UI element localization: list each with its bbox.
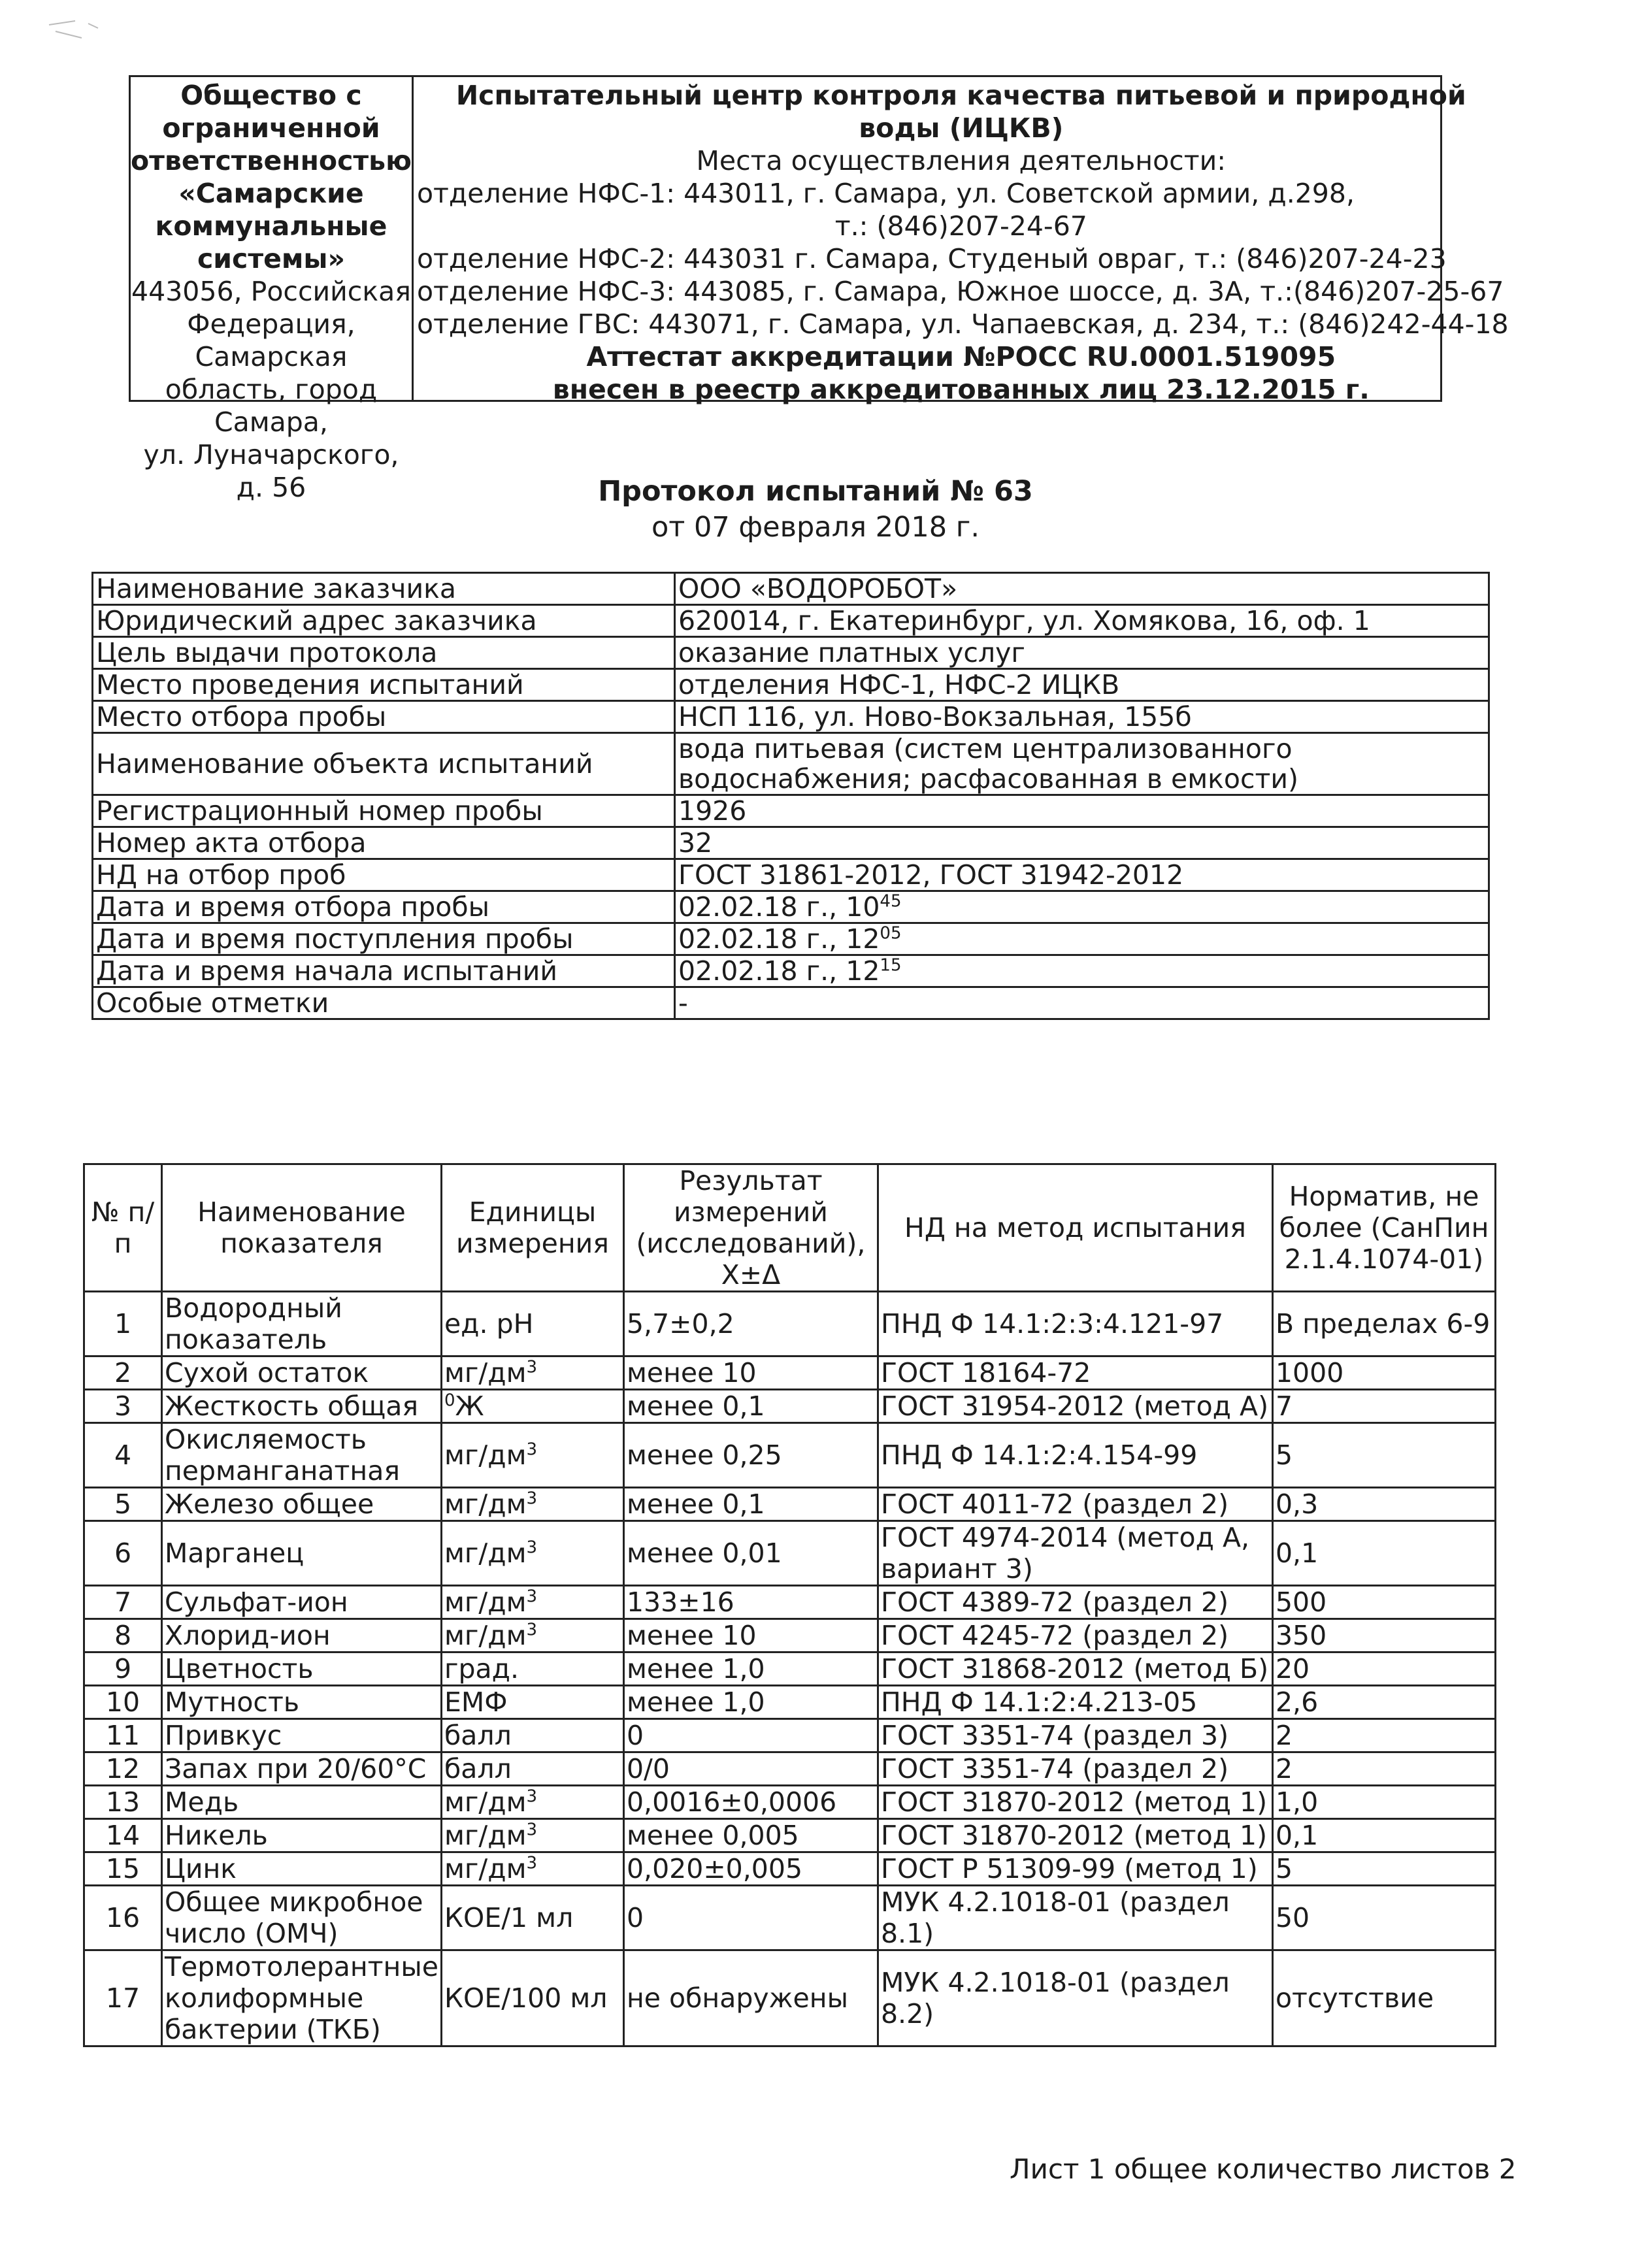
unit-superscript: 3	[526, 1537, 538, 1558]
result-row	[84, 1719, 1496, 1752]
info-key: Дата и время поступления пробы	[93, 923, 675, 955]
test-method: ГОСТ 4974-2014 (метод А, вариант 3)	[878, 1521, 1272, 1586]
result-row	[84, 1786, 1496, 1819]
indicator-name: Никель	[162, 1819, 442, 1852]
measurement-result: не обнаружены	[623, 1950, 878, 2046]
results-table	[83, 1163, 1496, 2047]
row-number: 1	[84, 1292, 162, 1356]
test-method: ГОСТ 4245-72 (раздел 2)	[878, 1619, 1272, 1652]
info-value: 32	[675, 827, 1489, 859]
org-address-line: ул. Луначарского, д. 56	[143, 439, 399, 503]
info-value: -	[675, 987, 1489, 1019]
test-method: ГОСТ 31870-2012 (метод 1)	[878, 1786, 1272, 1819]
organization-name-cell	[131, 77, 414, 503]
result-row	[84, 1619, 1496, 1652]
measurement-result: менее 10	[623, 1356, 878, 1390]
test-method: ГОСТ 31868-2012 (метод Б)	[878, 1652, 1272, 1686]
org-address-line: область, город Самара,	[165, 374, 378, 438]
measurement-result: менее 0,1	[623, 1488, 878, 1521]
info-value: оказание платных услуг	[675, 637, 1489, 669]
info-key: Юридический адрес заказчика	[93, 605, 675, 637]
info-key: Регистрационный номер пробы	[93, 795, 675, 827]
norm-value: 0,1	[1272, 1521, 1495, 1586]
measurement-result: менее 0,25	[623, 1423, 878, 1488]
row-number: 3	[84, 1390, 162, 1423]
info-key: Место отбора пробы	[93, 701, 675, 733]
info-key: Номер акта отбора	[93, 827, 675, 859]
row-number: 12	[84, 1752, 162, 1786]
row-number: 11	[84, 1719, 162, 1752]
accreditation-line: внесен в реестр аккредитованных лиц 23.12.2015 г.	[552, 374, 1370, 405]
norm-value: 20	[1272, 1652, 1495, 1686]
indicator-name: Мутность	[162, 1686, 442, 1719]
norm-value: 1,0	[1272, 1786, 1495, 1819]
row-number: 4	[84, 1423, 162, 1488]
result-row	[84, 1950, 1496, 2046]
unit: $мг/дм^3$	[441, 1786, 623, 1819]
unit: $мг/дм^3$	[441, 1619, 623, 1652]
testing-center-cell	[414, 77, 1509, 405]
row-number: 2	[84, 1356, 162, 1390]
indicator-name: Сульфат-ион	[162, 1586, 442, 1619]
norm-value: 1000	[1272, 1356, 1495, 1390]
result-row	[84, 1488, 1496, 1521]
indicator-name: Термотолерантные колиформные бактерии (ТКБ)	[162, 1950, 442, 2046]
unit: КОЕ/100 мл	[441, 1950, 623, 2046]
info-row	[93, 669, 1489, 701]
unit: $мг/дм^3$	[441, 1356, 623, 1390]
indicator-name: Марганец	[162, 1521, 442, 1586]
test-method: ГОСТ 31870-2012 (метод 1)	[878, 1819, 1272, 1852]
result-row	[84, 1819, 1496, 1852]
unit: $мг/дм^3$	[441, 1819, 623, 1852]
info-value: НСП 116, ул. Ново-Вокзальная, 155б	[675, 701, 1489, 733]
org-name-line: ограниченной	[162, 112, 380, 144]
indicator-name: Привкус	[162, 1719, 442, 1752]
protocol-title-block	[0, 474, 1631, 546]
col-header-norm: Норматив, не более (СанПин 2.1.4.1074-01)	[1272, 1164, 1495, 1292]
indicator-name: Сухой остаток	[162, 1356, 442, 1390]
result-row	[84, 1886, 1496, 1950]
unit: $мг/дм^3$	[441, 1852, 623, 1886]
result-row	[84, 1752, 1496, 1786]
col-header-unit: Единицы измерения	[441, 1164, 623, 1292]
org-name-line: коммунальные	[155, 210, 387, 242]
info-value: вода питьевая (систем централизованного водоснабжения; расфасованная в емкости)	[675, 733, 1489, 795]
norm-value: отсутствие	[1272, 1950, 1495, 2046]
info-row	[93, 605, 1489, 637]
indicator-name: Запах при 20/60°С	[162, 1752, 442, 1786]
indicator-name: Жесткость общая	[162, 1390, 442, 1423]
department-line: отделение НФС-3: 443085, г. Самара, Южное шоссе, д. 3А, т.:(846)207-25-67	[416, 276, 1504, 307]
indicator-name: Общее микробное число (ОМЧ)	[162, 1886, 442, 1950]
unit: ЕМФ	[441, 1686, 623, 1719]
unit: балл	[441, 1719, 623, 1752]
norm-value: В пределах 6-9	[1272, 1292, 1495, 1356]
test-method: ПНД Ф 14.1:2:4.154-99	[878, 1423, 1272, 1488]
places-label: Места осуществления деятельности:	[696, 145, 1227, 176]
norm-value: 0,1	[1272, 1819, 1495, 1852]
result-row	[84, 1423, 1496, 1488]
norm-value: 0,3	[1272, 1488, 1495, 1521]
unit-superscript: 3	[526, 1620, 538, 1640]
measurement-result: 0,020±0,005	[623, 1852, 878, 1886]
sample-info-table	[91, 572, 1490, 1020]
test-method: ГОСТ 31954-2012 (метод А)	[878, 1390, 1272, 1423]
unit-superscript: 3	[526, 1439, 538, 1460]
results-header-row	[84, 1164, 1496, 1292]
info-value: ООО «ВОДОРОБОТ»	[675, 573, 1489, 605]
info-row	[93, 923, 1489, 955]
result-row	[84, 1852, 1496, 1886]
col-header-number: № п/п	[84, 1164, 162, 1292]
measurement-result: 5,7±0,2	[623, 1292, 878, 1356]
time-minutes-superscript: 45	[880, 891, 902, 912]
test-method: ПНД Ф 14.1:2:4.213-05	[878, 1686, 1272, 1719]
measurement-result: 0,0016±0,0006	[623, 1786, 878, 1819]
indicator-name: Цинк	[162, 1852, 442, 1886]
test-method: ГОСТ 3351-74 (раздел 3)	[878, 1719, 1272, 1752]
info-key: Место проведения испытаний	[93, 669, 675, 701]
row-number: 13	[84, 1786, 162, 1819]
center-title-line: воды (ИЦКВ)	[859, 112, 1064, 144]
info-row	[93, 701, 1489, 733]
info-value: 02.02.18 г., $10^{45}$	[675, 891, 1489, 923]
protocol-title: Протокол испытаний № 63	[598, 475, 1033, 508]
result-row	[84, 1521, 1496, 1586]
measurement-result: менее 1,0	[623, 1652, 878, 1686]
department-line: отделение НФС-1: 443011, г. Самара, ул. Советской армии, д.298,	[416, 178, 1355, 209]
unit-superscript: 3	[526, 1820, 538, 1840]
time-minutes-superscript: 05	[880, 923, 902, 944]
info-row	[93, 955, 1489, 987]
test-method: ГОСТ 4011-72 (раздел 2)	[878, 1488, 1272, 1521]
test-method: ГОСТ 3351-74 (раздел 2)	[878, 1752, 1272, 1786]
row-number: 5	[84, 1488, 162, 1521]
unit-superscript: 3	[526, 1786, 538, 1807]
info-key: Цель выдачи протокола	[93, 637, 675, 669]
unit: град.	[441, 1652, 623, 1686]
measurement-result: 0/0	[623, 1752, 878, 1786]
info-row	[93, 637, 1489, 669]
measurement-result: менее 0,005	[623, 1819, 878, 1852]
unit: $мг/дм^3$	[441, 1586, 623, 1619]
result-row	[84, 1292, 1496, 1356]
page-footer: Лист 1 общее количество листов 2	[1010, 2153, 1517, 2185]
info-row	[93, 859, 1489, 891]
department-line: т.: (846)207-24-67	[834, 210, 1087, 242]
row-number: 14	[84, 1819, 162, 1852]
measurement-result: менее 10	[623, 1619, 878, 1652]
test-method: ГОСТ 18164-72	[878, 1356, 1272, 1390]
col-header-indicator: Наименование показателя	[162, 1164, 442, 1292]
org-name-line: ответственностью	[131, 145, 412, 176]
norm-value: 2	[1272, 1752, 1495, 1786]
org-name-line: системы»	[197, 243, 345, 274]
result-row	[84, 1356, 1496, 1390]
test-method: ПНД Ф 14.1:2:3:4.121-97	[878, 1292, 1272, 1356]
accreditation-line: Аттестат аккредитации №РОСС RU.0001.519095	[586, 341, 1336, 372]
unit-superscript: 3	[526, 1357, 538, 1377]
norm-value: 5	[1272, 1852, 1495, 1886]
unit: ед. рН	[441, 1292, 623, 1356]
indicator-name: Медь	[162, 1786, 442, 1819]
protocol-date: от 07 февраля 2018 г.	[651, 511, 980, 544]
row-number: 17	[84, 1950, 162, 2046]
info-value: 02.02.18 г., $12^{05}$	[675, 923, 1489, 955]
col-header-result: Результат измерений (исследований), Х±Δ	[623, 1164, 878, 1292]
norm-value: 5	[1272, 1423, 1495, 1488]
info-key: Особые отметки	[93, 987, 675, 1019]
info-value: 620014, г. Екатеринбург, ул. Хомякова, 16, оф. 1	[675, 605, 1489, 637]
info-key: Дата и время начала испытаний	[93, 955, 675, 987]
unit-superscript: 3	[526, 1853, 538, 1873]
row-number: 6	[84, 1521, 162, 1586]
result-row	[84, 1586, 1496, 1619]
org-name-line: Общество с	[180, 80, 362, 111]
test-method: ГОСТ Р 51309-99 (метод 1)	[878, 1852, 1272, 1886]
norm-value: 2	[1272, 1719, 1495, 1752]
indicator-name: Водородный показатель	[162, 1292, 442, 1356]
row-number: 9	[84, 1652, 162, 1686]
info-row	[93, 827, 1489, 859]
row-number: 16	[84, 1886, 162, 1950]
info-row	[93, 987, 1489, 1019]
info-value: 02.02.18 г., $12^{15}$	[675, 955, 1489, 987]
department-line: отделение ГВС: 443071, г. Самара, ул. Чапаевская, д. 234, т.: (846)242-44-18	[416, 308, 1509, 340]
unit: $мг/дм^3$	[441, 1423, 623, 1488]
info-key: Наименование заказчика	[93, 573, 675, 605]
scan-speck-marks	[36, 12, 114, 51]
row-number: 7	[84, 1586, 162, 1619]
info-key: Дата и время отбора пробы	[93, 891, 675, 923]
indicator-name: Окисляемость перманганатная	[162, 1423, 442, 1488]
info-row	[93, 891, 1489, 923]
indicator-name: Цветность	[162, 1652, 442, 1686]
org-address-line: Федерация, Самарская	[187, 308, 355, 372]
norm-value: 350	[1272, 1619, 1495, 1652]
test-method: ГОСТ 4389-72 (раздел 2)	[878, 1586, 1272, 1619]
norm-value: 500	[1272, 1586, 1495, 1619]
indicator-name: Хлорид-ион	[162, 1619, 442, 1652]
measurement-result: менее 1,0	[623, 1686, 878, 1719]
unit-superscript: 0	[444, 1390, 455, 1411]
unit-superscript: 3	[526, 1586, 538, 1607]
info-row	[93, 795, 1489, 827]
measurement-result: 0	[623, 1886, 878, 1950]
unit: балл	[441, 1752, 623, 1786]
info-key: НД на отбор проб	[93, 859, 675, 891]
time-minutes-superscript: 15	[880, 955, 902, 976]
measurement-result: 0	[623, 1719, 878, 1752]
unit: $мг/дм^3$	[441, 1521, 623, 1586]
unit: $^0$Ж	[441, 1390, 623, 1423]
result-row	[84, 1652, 1496, 1686]
info-row	[93, 733, 1489, 795]
unit: $мг/дм^3$	[441, 1488, 623, 1521]
unit-superscript: 3	[526, 1488, 538, 1509]
test-method: МУК 4.2.1018-01 (раздел 8.1)	[878, 1886, 1272, 1950]
info-key: Наименование объекта испытаний	[93, 733, 675, 795]
norm-value: 7	[1272, 1390, 1495, 1423]
row-number: 15	[84, 1852, 162, 1886]
norm-value: 2,6	[1272, 1686, 1495, 1719]
row-number: 10	[84, 1686, 162, 1719]
info-value: ГОСТ 31861-2012, ГОСТ 31942-2012	[675, 859, 1489, 891]
measurement-result: 133±16	[623, 1586, 878, 1619]
measurement-result: менее 0,1	[623, 1390, 878, 1423]
norm-value: 50	[1272, 1886, 1495, 1950]
info-row	[93, 573, 1489, 605]
row-number: 8	[84, 1619, 162, 1652]
result-row	[84, 1686, 1496, 1719]
indicator-name: Железо общее	[162, 1488, 442, 1521]
org-address-line: 443056, Российская	[131, 276, 411, 307]
center-title-line: Испытательный центр контроля качества питьевой и природной	[455, 80, 1466, 111]
info-value: 1926	[675, 795, 1489, 827]
unit: КОЕ/1 мл	[441, 1886, 623, 1950]
result-row	[84, 1390, 1496, 1423]
department-line: отделение НФС-2: 443031 г. Самара, Студеный овраг, т.: (846)207-24-23	[416, 243, 1447, 274]
test-method: МУК 4.2.1018-01 (раздел 8.2)	[878, 1950, 1272, 2046]
org-name-line: «Самарские	[178, 178, 364, 209]
measurement-result: менее 0,01	[623, 1521, 878, 1586]
col-header-method: НД на метод испытания	[878, 1164, 1272, 1292]
info-value: отделения НФС-1, НФС-2 ИЦКВ	[675, 669, 1489, 701]
